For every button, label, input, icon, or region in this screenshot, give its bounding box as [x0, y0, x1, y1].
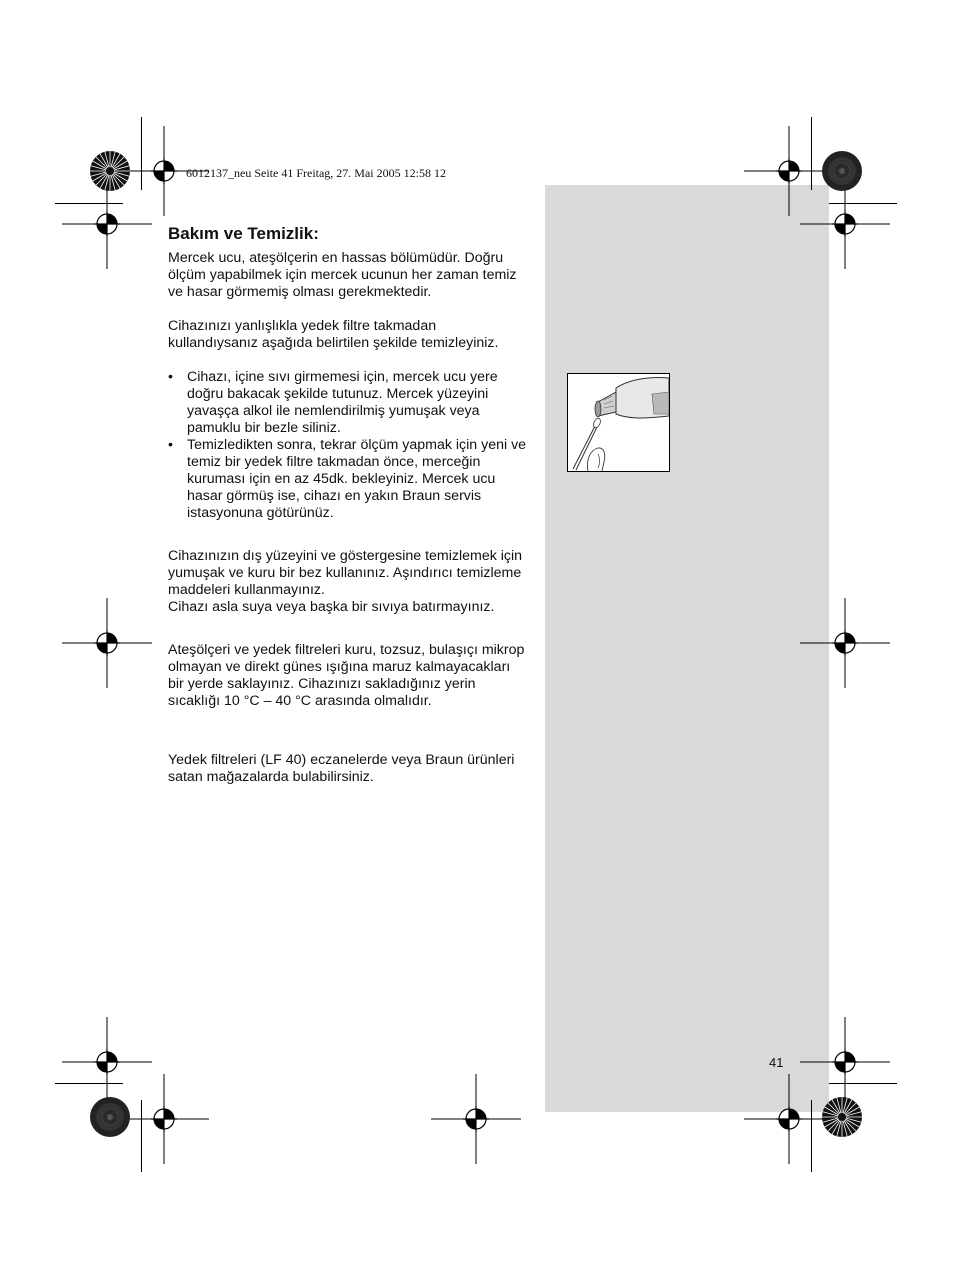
lens-cleaning-figure	[567, 373, 670, 472]
registration-mark-icon	[800, 1017, 890, 1107]
color-target-icon	[821, 1096, 863, 1138]
list-item	[168, 437, 528, 522]
thermometer-lens-cleaning-illustration-icon	[568, 374, 669, 471]
registration-mark-icon	[62, 1017, 152, 1107]
registration-mark-icon	[431, 1074, 521, 1164]
list-item-text: Temizledikten sonra, tekrar ölçüm yapmak için yeni ve temiz bir yedek filtre takmadan önce, merceğin kuruması için en az 45dk. bekleyiniz. Mercek ucu hasar görmüş ise, cihazı en yakın Braun servis istasyonuna götürünüz.	[187, 437, 527, 521]
color-target-icon	[821, 150, 863, 192]
exterior-paragraph: Cihazınızın dış yüzeyini ve göstergesine temizlemek için yumuşak ve kuru bir bez kullanınız. Aşındırıcı temizleme maddeleri kullanmayınız.	[168, 548, 523, 598]
registration-mark-icon	[62, 598, 152, 688]
list-item	[168, 369, 528, 437]
bullet-icon: •	[168, 437, 173, 453]
print-info-header: 6012137_neu Seite 41 Freitag, 27. Mai 2005 12:58 12	[186, 166, 446, 180]
cleaning-steps-list	[168, 369, 528, 522]
page-number: 41	[769, 1055, 784, 1070]
accident-paragraph: Cihazınızı yanlışlıkla yedek filtre takmadan kullandıysanız aşağıda belirtilen şekilde temizleyiniz.	[168, 318, 499, 351]
list-item-text: Cihazı, içine sıvı girmemesi için, mercek ucu yere doğru bakacak şekilde tutunuz. Mercek yüzeyini yavaşça alkol ile nemlendirilmiş yumuşak veya pamuklu bir bezle siliniz.	[187, 369, 498, 436]
no-immerse-paragraph: Cihazı asla suya veya başka bir sıvıya batırmayınız.	[168, 599, 495, 615]
intro-paragraph: Mercek ucu, ateşölçerin en hassas bölümüdür. Doğru ölçüm yapabilmek için mercek ucunun her zaman temiz ve hasar görmemiş olması gerekmektedir.	[168, 250, 517, 300]
storage-paragraph: Ateşölçeri ve yedek filtreleri kuru, tozsuz, bulaşıçı mikrop olmayan ve direkt günes ışığına maruz kalmayacakları bir yerde saklayınız. Cihazınızı sakladığınız yerin sıcaklığı 10 °C – 40 °C arasında olmalıdır.	[168, 642, 525, 709]
registration-mark-icon	[800, 179, 890, 269]
registration-mark-icon	[62, 179, 152, 269]
color-target-icon	[89, 150, 131, 192]
registration-mark-icon	[800, 598, 890, 688]
color-target-icon	[89, 1096, 131, 1138]
section-title: Bakım ve Temizlik:	[168, 224, 319, 243]
registration-mark-icon	[119, 1074, 209, 1164]
filters-paragraph: Yedek filtreleri (LF 40) eczanelerde veya Braun ürünleri satan mağazalarda bulabilirsiniz.	[168, 752, 515, 785]
bullet-icon: •	[168, 369, 173, 385]
